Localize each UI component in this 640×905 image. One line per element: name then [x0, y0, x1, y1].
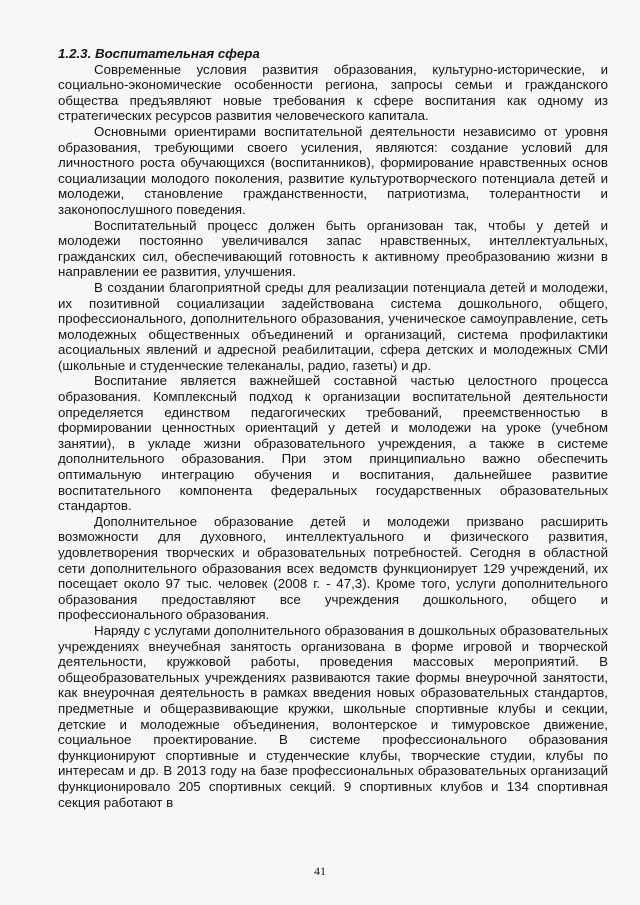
page-number: 41 — [314, 864, 326, 878]
paragraph: Воспитательный процесс должен быть организован так, чтобы у детей и молодежи постоянно увеличивался запас нравственных, интеллектуальных, гражданских сил, обеспечивающий готовность к активному преобразованию жизни в направлении ее развития, улучшения. — [58, 217, 608, 280]
paragraph: В создании благоприятной среды для реализации потенциала детей и молодежи, их позитивной социализации задействована система дошкольного, общего, профессионального, дополнительного образования, ученическое самоуправление, сеть молодежных общественных объединений и организаций, система профилактики асоциальных явлений и адресной реабилитации, сфера детских и молодежных СМИ (школьные и студенческие телеканалы, радио, газеты) и др. — [58, 279, 608, 373]
paragraph: Дополнительное образование детей и молодежи призвано расширить возможности для духовного, интеллектуального и физического развития, удовлетворения творческих и образовательных потребностей. Сегодня в областной сети дополнительного образования всех ведомств функционирует 129 учреждений, их посещает около 97 тыс. человек (2008 г. - 47,3). Кроме того, услуги дополнительного образования предоставляют все учреждения дошкольного, общего и профессионального образования. — [58, 513, 608, 623]
paragraph: Основными ориентирами воспитательной деятельности независимо от уровня образования, требующими своего усиления, являются: создание условий для личностного роста обучающихся (воспитанников), формирование нравственных основ социализации молодого поколения, развитие культуротворческого потенциала детей и молодежи, становление гражданственности, патриотизма, толерантности и законопослушного поведения. — [58, 123, 608, 217]
section-heading: 1.2.3. Воспитательная сфера — [58, 46, 260, 61]
paragraph: Воспитание является важнейшей составной частью целостного процесса образования. Комплексный подход к организации воспитательной деятельности определяется единством педагогических требований, преемственностью в формировании ценностных ориентаций у детей и молодежи на уроке (учебном занятии), в укладе жизни образовательного учреждения, а также в системе дополнительного образования. При этом принципиально важно обеспечить оптимальную интеграцию обучения и воспитания, дальнейшее развитие воспитательного компонента федеральных государственных образовательных стандартов. — [58, 373, 608, 514]
paragraph: Современные условия развития образования, культурно-исторические, и социально-экономические особенности региона, запросы семьи и гражданского общества предъявляют новые требования к сфере воспитания как одному из стратегических ресурсов развития человеческого капитала. — [58, 61, 608, 124]
document-page — [58, 46, 608, 810]
paragraph: Наряду с услугами дополнительного образования в дошкольных образовательных учреждениях внеучебная занятость организована в форме игровой и творческой деятельности, кружковой работы, проведения массовых мероприятий. В общеобразовательных учреждениях развиваются такие формы внеурочной занятости, как внеурочная деятельность в рамках введения новых образовательных стандартов, предметные и общеразвивающие кружки, школьные спортивные клубы и секции, детские и молодежные объединения, волонтерское и тимуровское движение, социальное проектирование. В системе профессионального образования функционируют спортивные и студенческие клубы, творческие студии, клубы по интересам и др. В 2013 году на базе профессиональных образовательных организаций функционировало 205 спортивных секций. 9 спортивных клубов и 134 спортивная секция работают в — [58, 622, 608, 810]
